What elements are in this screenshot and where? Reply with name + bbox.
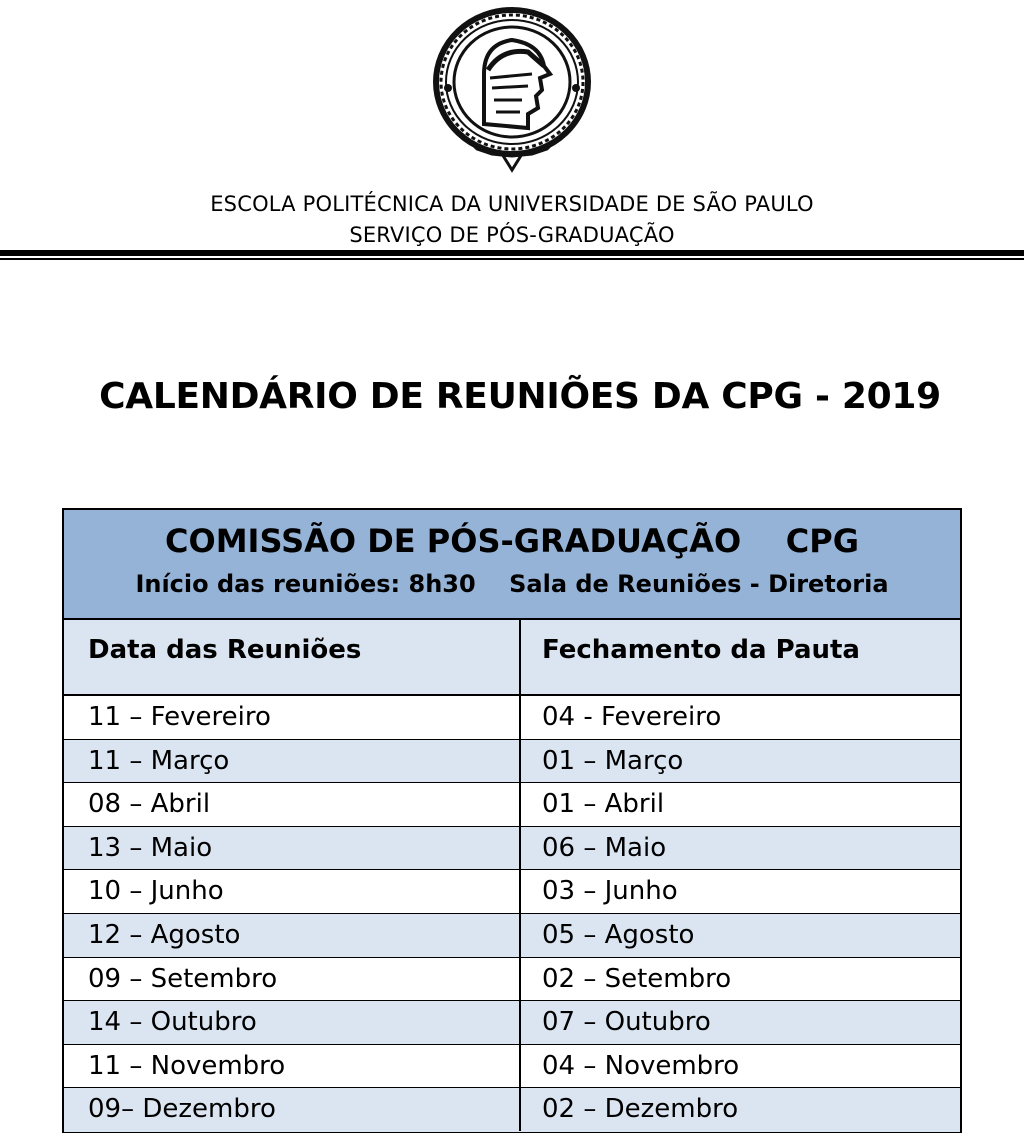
- agenda-deadline-cell: 02 – Setembro: [542, 963, 732, 994]
- meeting-date-cell: 10 – Junho: [88, 876, 224, 907]
- meeting-date-cell: 13 – Maio: [88, 832, 213, 863]
- agenda-deadline-cell: 04 - Fevereiro: [542, 702, 722, 732]
- meeting-date-cell: 11 – Fevereiro: [88, 702, 271, 732]
- agenda-deadline-cell: 06 – Maio: [542, 832, 667, 863]
- agenda-deadline-cell: 04 – Novembro: [542, 1050, 740, 1081]
- page-title: CALENDÁRIO DE REUNIÕES DA CPG - 2019: [99, 376, 941, 417]
- table-row: [64, 827, 960, 871]
- meeting-calendar-table: [62, 508, 962, 1133]
- column-header-meeting-date: Data das Reuniões: [88, 635, 362, 665]
- header-rule-thin: [0, 258, 1024, 260]
- table-row: [64, 696, 960, 740]
- meeting-date-cell: 09 – Setembro: [88, 963, 278, 994]
- meeting-date-cell: 11 – Março: [88, 745, 230, 776]
- table-row: [64, 1045, 960, 1089]
- agenda-deadline-cell: 05 – Agosto: [542, 919, 695, 950]
- meeting-info: Início das reuniões: 8h30 Sala de Reuniões - Diretoria: [135, 570, 889, 598]
- meeting-date-cell: 08 – Abril: [88, 789, 211, 820]
- department-name: SERVIÇO DE PÓS-GRADUAÇÃO: [349, 223, 675, 247]
- meeting-date-cell: 12 – Agosto: [88, 919, 241, 950]
- agenda-deadline-cell: 01 – Março: [542, 745, 684, 776]
- table-header: [64, 510, 960, 620]
- column-divider: [519, 620, 521, 1131]
- table-row: [64, 958, 960, 1002]
- escola-politecnica-seal-icon: [432, 4, 592, 174]
- meeting-date-cell: 09– Dezembro: [88, 1094, 276, 1125]
- table-row: [64, 1001, 960, 1045]
- table-row: [64, 914, 960, 958]
- institution-name: ESCOLA POLITÉCNICA DA UNIVERSIDADE DE SÃO PAULO: [210, 192, 814, 216]
- meeting-date-cell: 14 – Outubro: [88, 1007, 257, 1038]
- table-row: [64, 740, 960, 784]
- column-header-agenda-deadline: Fechamento da Pauta: [542, 635, 860, 665]
- table-row: [64, 1088, 960, 1132]
- column-header-row: [64, 620, 960, 696]
- meeting-date-cell: 11 – Novembro: [88, 1050, 286, 1081]
- table-row: [64, 870, 960, 914]
- agenda-deadline-cell: 03 – Junho: [542, 876, 678, 907]
- committee-title: COMISSÃO DE PÓS-GRADUAÇÃO CPG: [165, 522, 859, 560]
- agenda-deadline-cell: 01 – Abril: [542, 789, 665, 820]
- table-body: [64, 696, 960, 1132]
- agenda-deadline-cell: 07 – Outubro: [542, 1007, 711, 1038]
- agenda-deadline-cell: 02 – Dezembro: [542, 1094, 739, 1125]
- header-rule: [0, 250, 1024, 256]
- table-row: [64, 783, 960, 827]
